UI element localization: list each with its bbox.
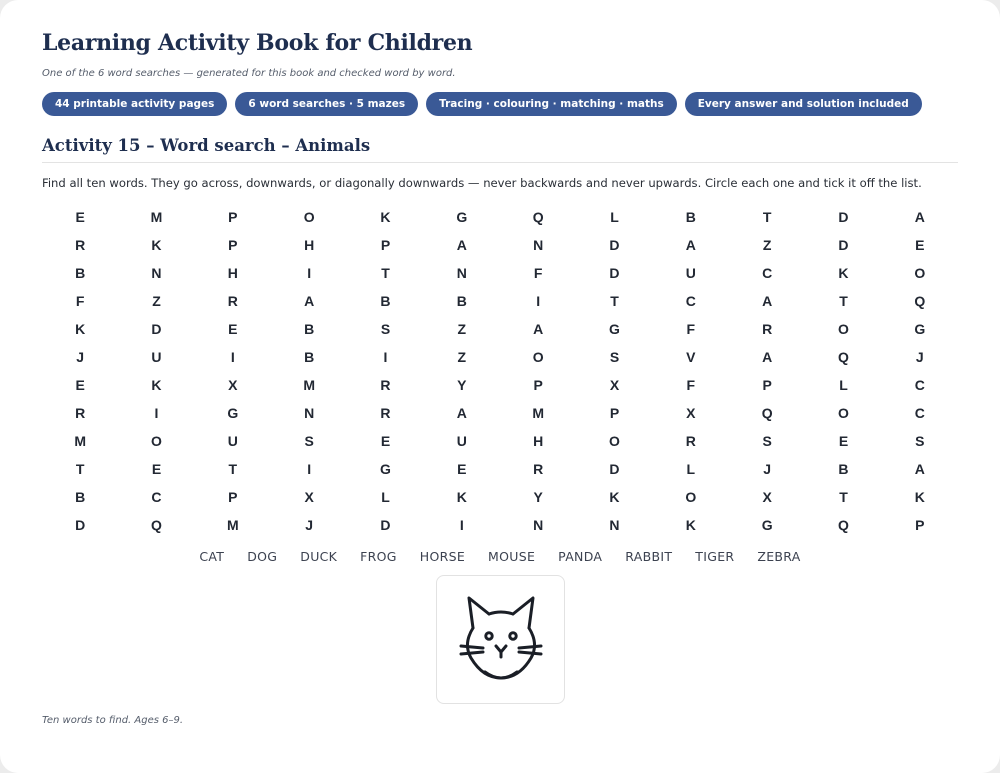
grid-letter: G — [227, 405, 239, 421]
grid-letter: M — [303, 377, 315, 393]
grid-letter: P — [762, 377, 772, 393]
grid-letter: R — [533, 461, 544, 477]
grid-letter: T — [610, 293, 619, 309]
grid-letter: O — [303, 209, 315, 225]
illustration-box — [436, 575, 565, 704]
grid-letter: R — [75, 237, 86, 253]
grid-letter: K — [380, 209, 391, 225]
grid-letter: D — [75, 517, 86, 533]
word-list-item: FROG — [360, 549, 397, 564]
cat-face-icon — [455, 592, 547, 688]
subtitle: One of the 6 word searches — generated for this book and checked word by word. — [42, 68, 456, 79]
grid-letter: C — [762, 265, 773, 281]
grid-letter: R — [380, 377, 391, 393]
grid-letter: A — [914, 209, 925, 225]
grid-letter: R — [227, 293, 238, 309]
grid-letter: E — [151, 461, 162, 477]
grid-letter: E — [75, 209, 85, 225]
grid-letter: S — [380, 321, 391, 337]
grid-letter: I — [154, 405, 159, 421]
grid-letter: D — [609, 461, 620, 477]
badge-activity-pages: 44 printable activity pages — [42, 92, 227, 116]
grid-letter: S — [915, 433, 925, 449]
grid-letter: B — [304, 349, 315, 365]
badge-activity-types: Tracing · colouring · matching · maths — [426, 92, 677, 116]
grid-letter: K — [456, 489, 467, 505]
grid-letter: G — [761, 517, 773, 533]
grid-letter: J — [763, 461, 772, 477]
grid-letter: D — [609, 237, 620, 253]
badge-word-searches: 6 word searches · 5 mazes — [235, 92, 418, 116]
grid-letter: N — [304, 405, 315, 421]
grid-letter: I — [307, 265, 312, 281]
grid-letter: B — [456, 293, 467, 309]
grid-letter: F — [75, 293, 85, 309]
word-list-item: MOUSE — [488, 549, 536, 564]
grid-letter: U — [685, 265, 696, 281]
grid-letter: Y — [457, 377, 467, 393]
grid-letter: P — [228, 237, 238, 253]
grid-letter: R — [685, 433, 696, 449]
grid-letter: R — [75, 405, 86, 421]
grid-letter: M — [74, 433, 86, 449]
grid-letter: T — [839, 293, 848, 309]
grid-letter: Z — [457, 349, 467, 365]
grid-letter: I — [459, 517, 464, 533]
grid-letter: O — [838, 405, 849, 421]
grid-letter: A — [456, 237, 467, 253]
grid-letter: Z — [152, 293, 161, 309]
grid-letter: O — [685, 489, 697, 505]
grid-letter: B — [838, 461, 849, 477]
grid-letter: P — [533, 377, 543, 393]
word-search-grid — [42, 203, 958, 539]
grid-letter: D — [151, 321, 162, 337]
grid-letter: B — [685, 209, 696, 225]
grid-letter: V — [686, 349, 696, 365]
instructions: Find all ten words. They go across, downwards, or diagonally downwards — never backwards and never upwards. Circle each one and tick it off the list. — [42, 176, 922, 190]
grid-letter: O — [151, 433, 162, 449]
grid-letter: C — [151, 489, 162, 505]
grid-letter: J — [305, 517, 314, 533]
word-list-item: PANDA — [558, 549, 603, 564]
grid-letter: P — [609, 405, 620, 421]
grid-letter: X — [609, 377, 620, 393]
word-list-item: RABBIT — [625, 549, 673, 564]
grid-letter: B — [75, 489, 86, 505]
grid-letter: R — [762, 321, 773, 337]
grid-letter: P — [228, 209, 238, 225]
grid-letter: K — [914, 489, 925, 505]
grid-letter: D — [838, 237, 849, 253]
grid-letter: Q — [838, 349, 849, 365]
grid-letter: B — [380, 293, 391, 309]
grid-letter: F — [686, 321, 696, 337]
grid-letter: N — [456, 265, 467, 281]
grid-letter: J — [915, 349, 924, 365]
grid-letter: R — [380, 405, 391, 421]
grid-letter: B — [75, 265, 86, 281]
grid-letter: Q — [532, 209, 544, 225]
grid-letter: A — [762, 293, 773, 309]
grid-letter: M — [226, 517, 239, 533]
grid-letter: X — [762, 489, 772, 505]
grid-letter: N — [609, 517, 620, 533]
grid-letter: I — [230, 349, 235, 365]
badge-answers-included: Every answer and solution included — [685, 92, 922, 116]
grid-letter: E — [457, 461, 467, 477]
grid-letter: K — [609, 489, 620, 505]
grid-letter: O — [609, 433, 620, 449]
grid-letter: H — [533, 433, 544, 449]
grid-letter: C — [914, 405, 925, 421]
grid-letter: O — [914, 265, 926, 281]
grid-letter: M — [532, 405, 544, 421]
grid-letter: H — [304, 237, 315, 253]
word-list-item: HORSE — [419, 549, 466, 564]
grid-letter: Z — [762, 237, 772, 253]
grid-letter: N — [533, 517, 544, 533]
grid-letter: S — [762, 433, 772, 449]
grid-letter: U — [227, 433, 238, 449]
grid-letter: S — [609, 349, 620, 365]
grid-letter: A — [762, 349, 773, 365]
word-list — [0, 549, 1000, 564]
grid-letter: U — [456, 433, 467, 449]
grid-letter: M — [150, 209, 163, 225]
grid-letter: T — [839, 489, 848, 505]
activity-heading: Activity 15 – Word search – Animals — [42, 136, 371, 155]
grid-letter: A — [914, 461, 925, 477]
grid-letter: T — [75, 461, 85, 477]
grid-letter: J — [76, 349, 85, 365]
grid-letter: K — [75, 321, 86, 337]
grid-letter: G — [609, 321, 620, 337]
grid-letter: K — [151, 377, 162, 393]
grid-letter: Q — [761, 405, 773, 421]
grid-letter: K — [151, 237, 162, 253]
grid-letter: C — [685, 293, 696, 309]
grid-letter: D — [380, 517, 391, 533]
grid-letter: D — [609, 265, 620, 281]
grid-letter: P — [915, 517, 925, 533]
grid-letter: I — [383, 349, 388, 365]
grid-letter: E — [228, 321, 238, 337]
grid-letter: E — [838, 433, 849, 449]
grid-letter: G — [380, 461, 391, 477]
grid-letter: X — [228, 377, 238, 393]
grid-letter: Z — [457, 321, 467, 337]
grid-letter: L — [381, 489, 390, 505]
grid-letter: I — [307, 461, 312, 477]
grid-letter: A — [456, 405, 467, 421]
badge-row — [42, 92, 922, 116]
grid-letter: X — [304, 489, 314, 505]
grid-letter: N — [151, 265, 162, 281]
grid-letter: A — [685, 237, 696, 253]
grid-letter: L — [610, 209, 619, 225]
word-list-item: DOG — [247, 549, 278, 564]
grid-letter: O — [838, 321, 849, 337]
grid-letter: G — [456, 209, 468, 225]
word-list-item: TIGER — [695, 549, 735, 564]
grid-letter: C — [914, 377, 925, 393]
word-list-item: ZEBRA — [757, 549, 801, 564]
grid-letter: K — [685, 517, 696, 533]
word-list-item: DUCK — [300, 549, 338, 564]
grid-letter: T — [381, 265, 390, 281]
grid-letter: H — [227, 265, 238, 281]
grid-letter: G — [914, 321, 926, 337]
grid-letter: B — [304, 321, 315, 337]
grid-letter: T — [228, 461, 238, 477]
grid-letter: K — [838, 265, 849, 281]
grid-letter: T — [762, 209, 772, 225]
grid-letter: A — [533, 321, 544, 337]
grid-letter: U — [151, 349, 162, 365]
grid-letter: Q — [914, 293, 926, 309]
grid-letter: O — [532, 349, 544, 365]
grid-letter: P — [228, 489, 238, 505]
grid-letter: E — [915, 237, 925, 253]
grid-letter: E — [380, 433, 391, 449]
grid-letter: A — [304, 293, 315, 309]
footer-note: Ten words to find. Ages 6–9. — [42, 715, 184, 726]
grid-letter: F — [686, 377, 696, 393]
grid-letter: Q — [151, 517, 162, 533]
book-title: Learning Activity Book for Children — [42, 30, 473, 56]
grid-letter: Y — [533, 489, 543, 505]
grid-letter: L — [686, 461, 696, 477]
divider — [42, 162, 958, 163]
word-list-item: CAT — [199, 549, 225, 564]
grid-letter: F — [533, 265, 543, 281]
grid-letter: D — [838, 209, 849, 225]
grid-letter: Q — [838, 517, 849, 533]
grid-letter: N — [533, 237, 544, 253]
grid-letter: P — [380, 237, 391, 253]
grid-letter: E — [75, 377, 85, 393]
grid-letter: L — [839, 377, 848, 393]
grid-letter: X — [686, 405, 696, 421]
grid-letter: S — [304, 433, 314, 449]
grid-letter: I — [536, 293, 541, 309]
